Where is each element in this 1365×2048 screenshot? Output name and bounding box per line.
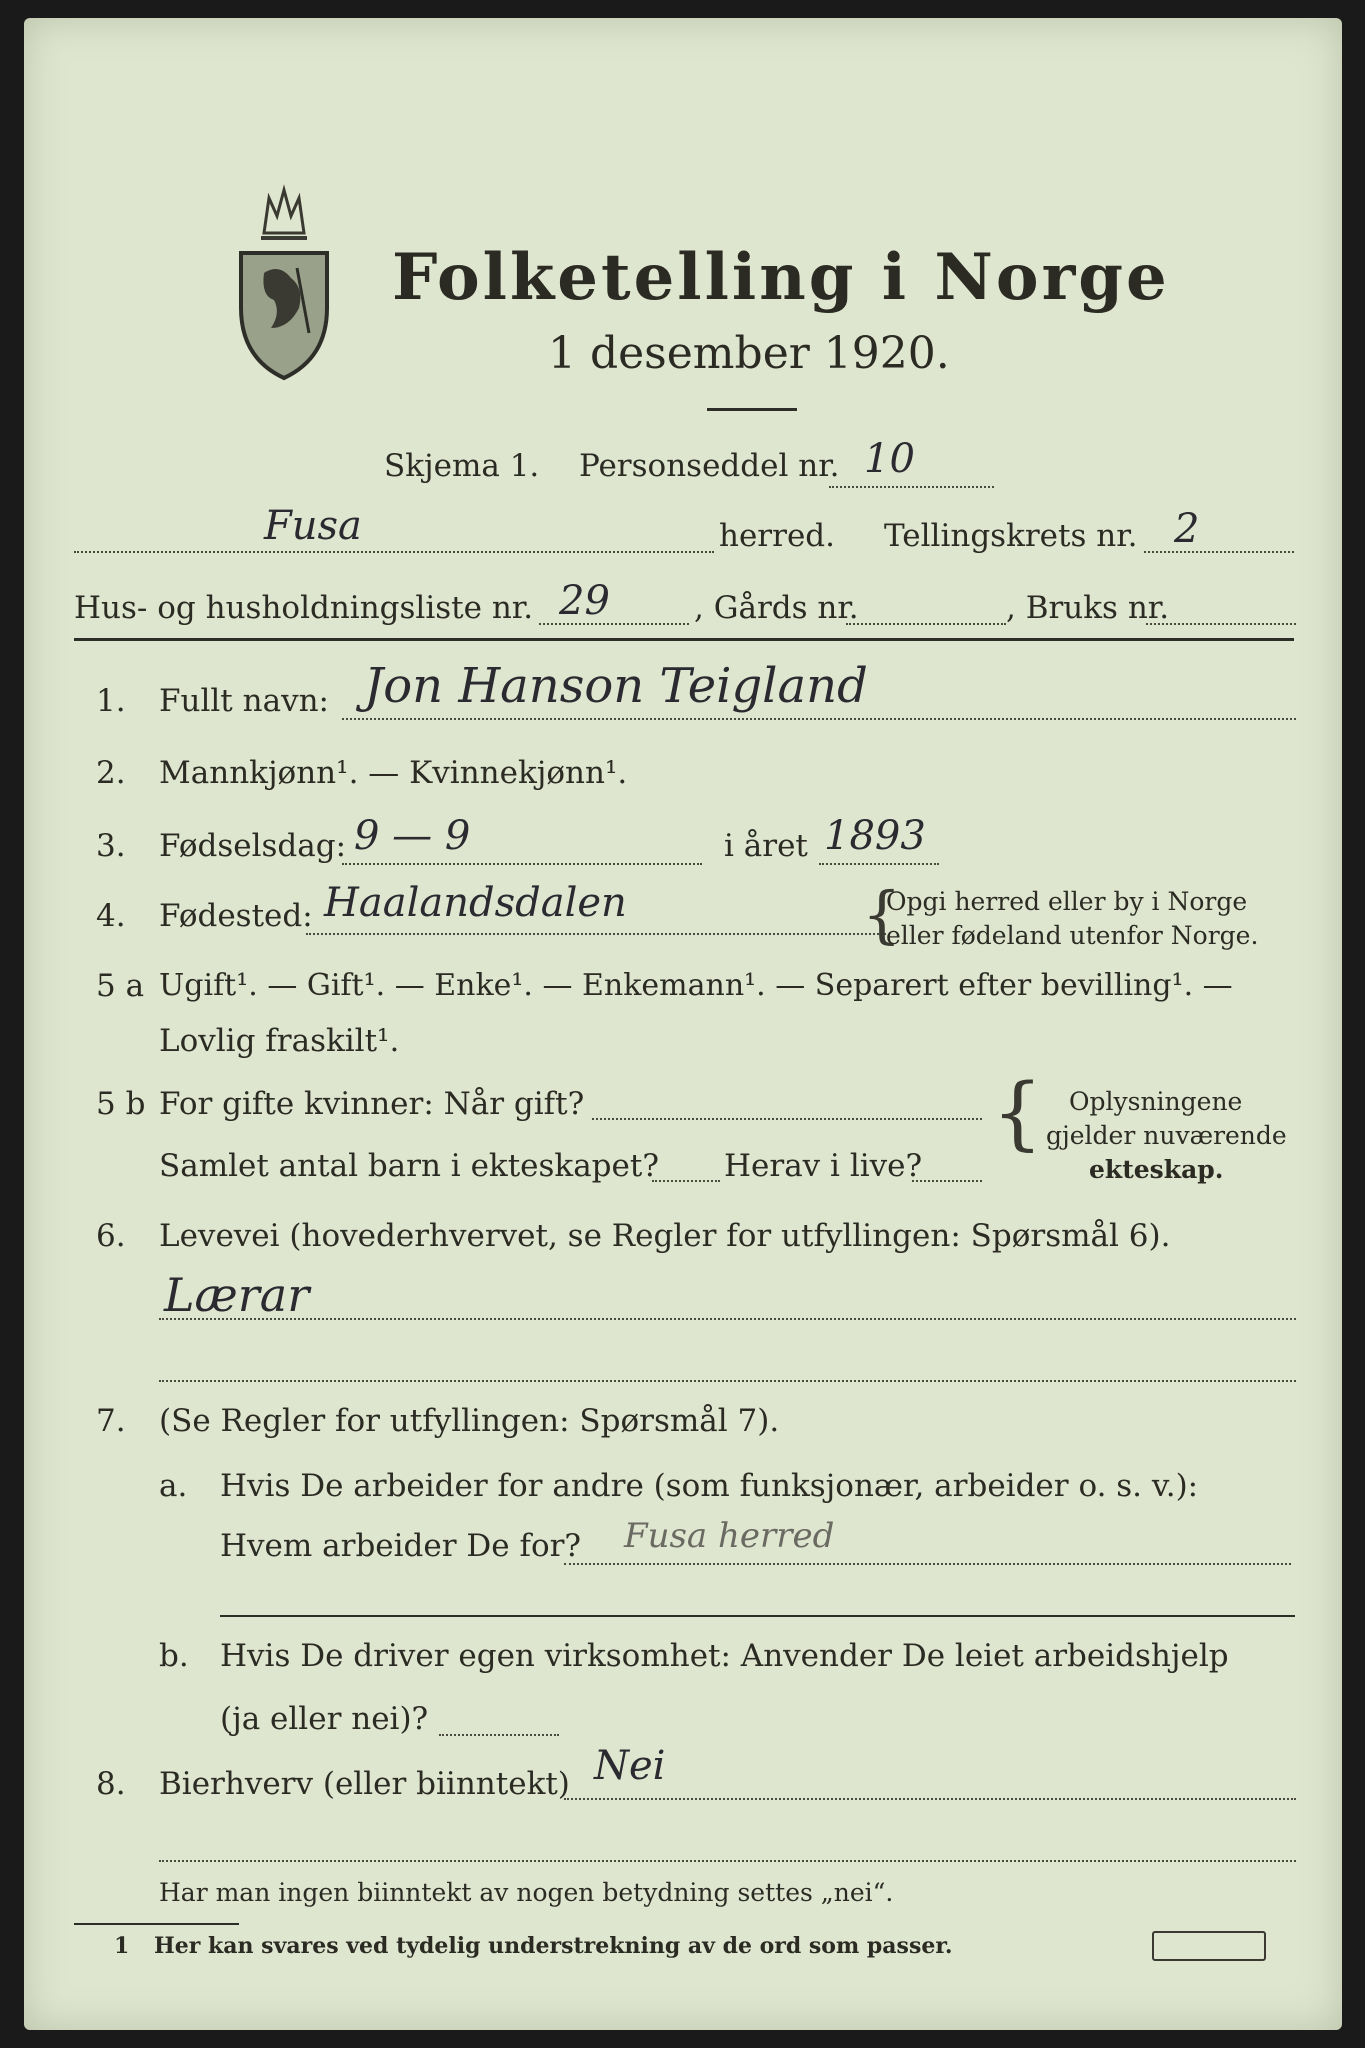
tellingskrets-value: 2 [1174,506,1200,552]
q7a-line2: Hvem arbeider De for? [220,1528,582,1564]
herred-label: herred. [719,518,835,554]
schema-label: Skjema 1. [384,448,540,484]
q5b-children-field-line [652,1180,720,1182]
q6-field-line-2 [159,1380,1296,1382]
gards-label: , Gårds nr. [694,590,859,626]
q4-value: Haalandsdalen [324,880,627,926]
bruks-label: , Bruks nr. [1006,590,1170,626]
note-nei: Har man ingen biinntekt av nogen betydning settes „nei“. [159,1878,894,1907]
q3-year-value: 1893 [824,813,926,859]
q6-value: Lærar [164,1268,310,1322]
q4-label: Fødested: [159,898,313,934]
q7b-line2: (ja eller nei)? [220,1701,429,1737]
q7a-line1: Hvis De arbeider for andre (som funksjonær, arbeider o. s. v.): [220,1468,1199,1504]
q7a-field-line [564,1563,1291,1565]
q8-number: 8. [96,1766,126,1802]
title-divider [707,408,797,411]
q6-label: Levevei (hovederhvervet, se Regler for utfyllingen: Spørsmål 6). [159,1218,1171,1254]
footnote-mark: 1 [114,1933,130,1959]
tellingskrets-field-line [1144,551,1294,553]
herred-value: Fusa [264,503,362,549]
q4-brace: { [862,878,902,951]
gards-field-line [846,623,1006,625]
q4-number: 4. [96,898,126,934]
q5b-number: 5 b [96,1086,146,1122]
q8-label: Bierhverv (eller biinntekt) [159,1766,570,1802]
q6-number: 6. [96,1218,126,1254]
personseddel-value: 10 [864,436,915,482]
q7b-field-line [439,1734,559,1736]
q3-year-label: i året [724,828,808,864]
q5b-note3: ekteskap. [1089,1155,1224,1184]
q3-year-field-line [819,863,939,865]
herred-field-line [74,551,714,553]
q5a-number: 5 a [96,968,145,1004]
q5b-line1: For gifte kvinner: Når gift? [159,1086,585,1122]
q5b-line2b: Herav i live? [724,1148,923,1184]
bruks-field-line [1146,623,1296,625]
q1-label: Fullt navn: [159,683,329,719]
q1-field-line [342,718,1296,720]
q7-label: (Se Regler for utfyllingen: Spørsmål 7). [159,1403,780,1439]
hus-label: Hus- og husholdningsliste nr. [74,590,534,626]
q5b-married-field-line [592,1118,982,1120]
q4-note-line1: Opgi herred eller by i Norge [886,887,1248,916]
q5b-brace: { [992,1066,1043,1159]
footnote-divider [74,1923,239,1925]
hus-value: 29 [559,578,610,624]
header-divider [74,638,1294,641]
q7a-field-line-2 [220,1615,1295,1617]
q6-field-line-1 [159,1318,1296,1320]
q1-value: Jon Hanson Teigland [364,658,868,714]
q3-label: Fødselsdag: [159,828,347,864]
q8-value: Nei [594,1743,666,1789]
q2-label: Mannkjønn¹. — Kvinnekjønn¹. [159,755,628,791]
q1-number: 1. [96,683,126,719]
q5b-line2a: Samlet antal barn i ekteskapet? [159,1148,659,1184]
q7a-letter: a. [159,1468,188,1504]
q2-number: 2. [96,755,126,791]
q4-note-line2: eller fødeland utenfor Norge. [886,921,1259,950]
q7-number: 7. [96,1403,126,1439]
q5a-line1: Ugift¹. — Gift¹. — Enke¹. — Enkemann¹. — Separert efter bevilling¹. — [159,968,1233,1003]
q5b-note2: gjelder nuværende [1046,1121,1287,1150]
census-date: 1 desember 1920. [548,328,950,379]
footnote-text: Her kan svares ved tydelig understrekning av de ord som passer. [154,1933,953,1959]
q8-field-line [564,1798,1296,1800]
q8-field-line-2 [159,1860,1296,1862]
norway-coat-of-arms-icon [229,178,339,383]
q4-field-line [306,933,886,935]
q5b-alive-field-line [912,1180,982,1182]
q7a-value: Fusa herred [624,1516,835,1556]
q5b-note1: Oplysningene [1069,1087,1243,1116]
census-form-page [24,18,1342,2030]
tellingskrets-label: Tellingskrets nr. [884,518,1138,554]
q3-day-value: 9 — 9 [354,813,471,859]
personseddel-field-line [829,486,994,488]
q7b-line1: Hvis De driver egen virksomhet: Anvender De leiet arbeidshjelp [220,1638,1229,1674]
q3-number: 3. [96,828,126,864]
form-title: Folketelling i Norge [392,240,1170,315]
q3-day-field-line [342,863,702,865]
printer-stamp [1152,1931,1266,1961]
q7b-letter: b. [159,1638,189,1674]
personseddel-label: Personseddel nr. [579,448,840,484]
q5a-line2: Lovlig fraskilt¹. [159,1023,400,1059]
